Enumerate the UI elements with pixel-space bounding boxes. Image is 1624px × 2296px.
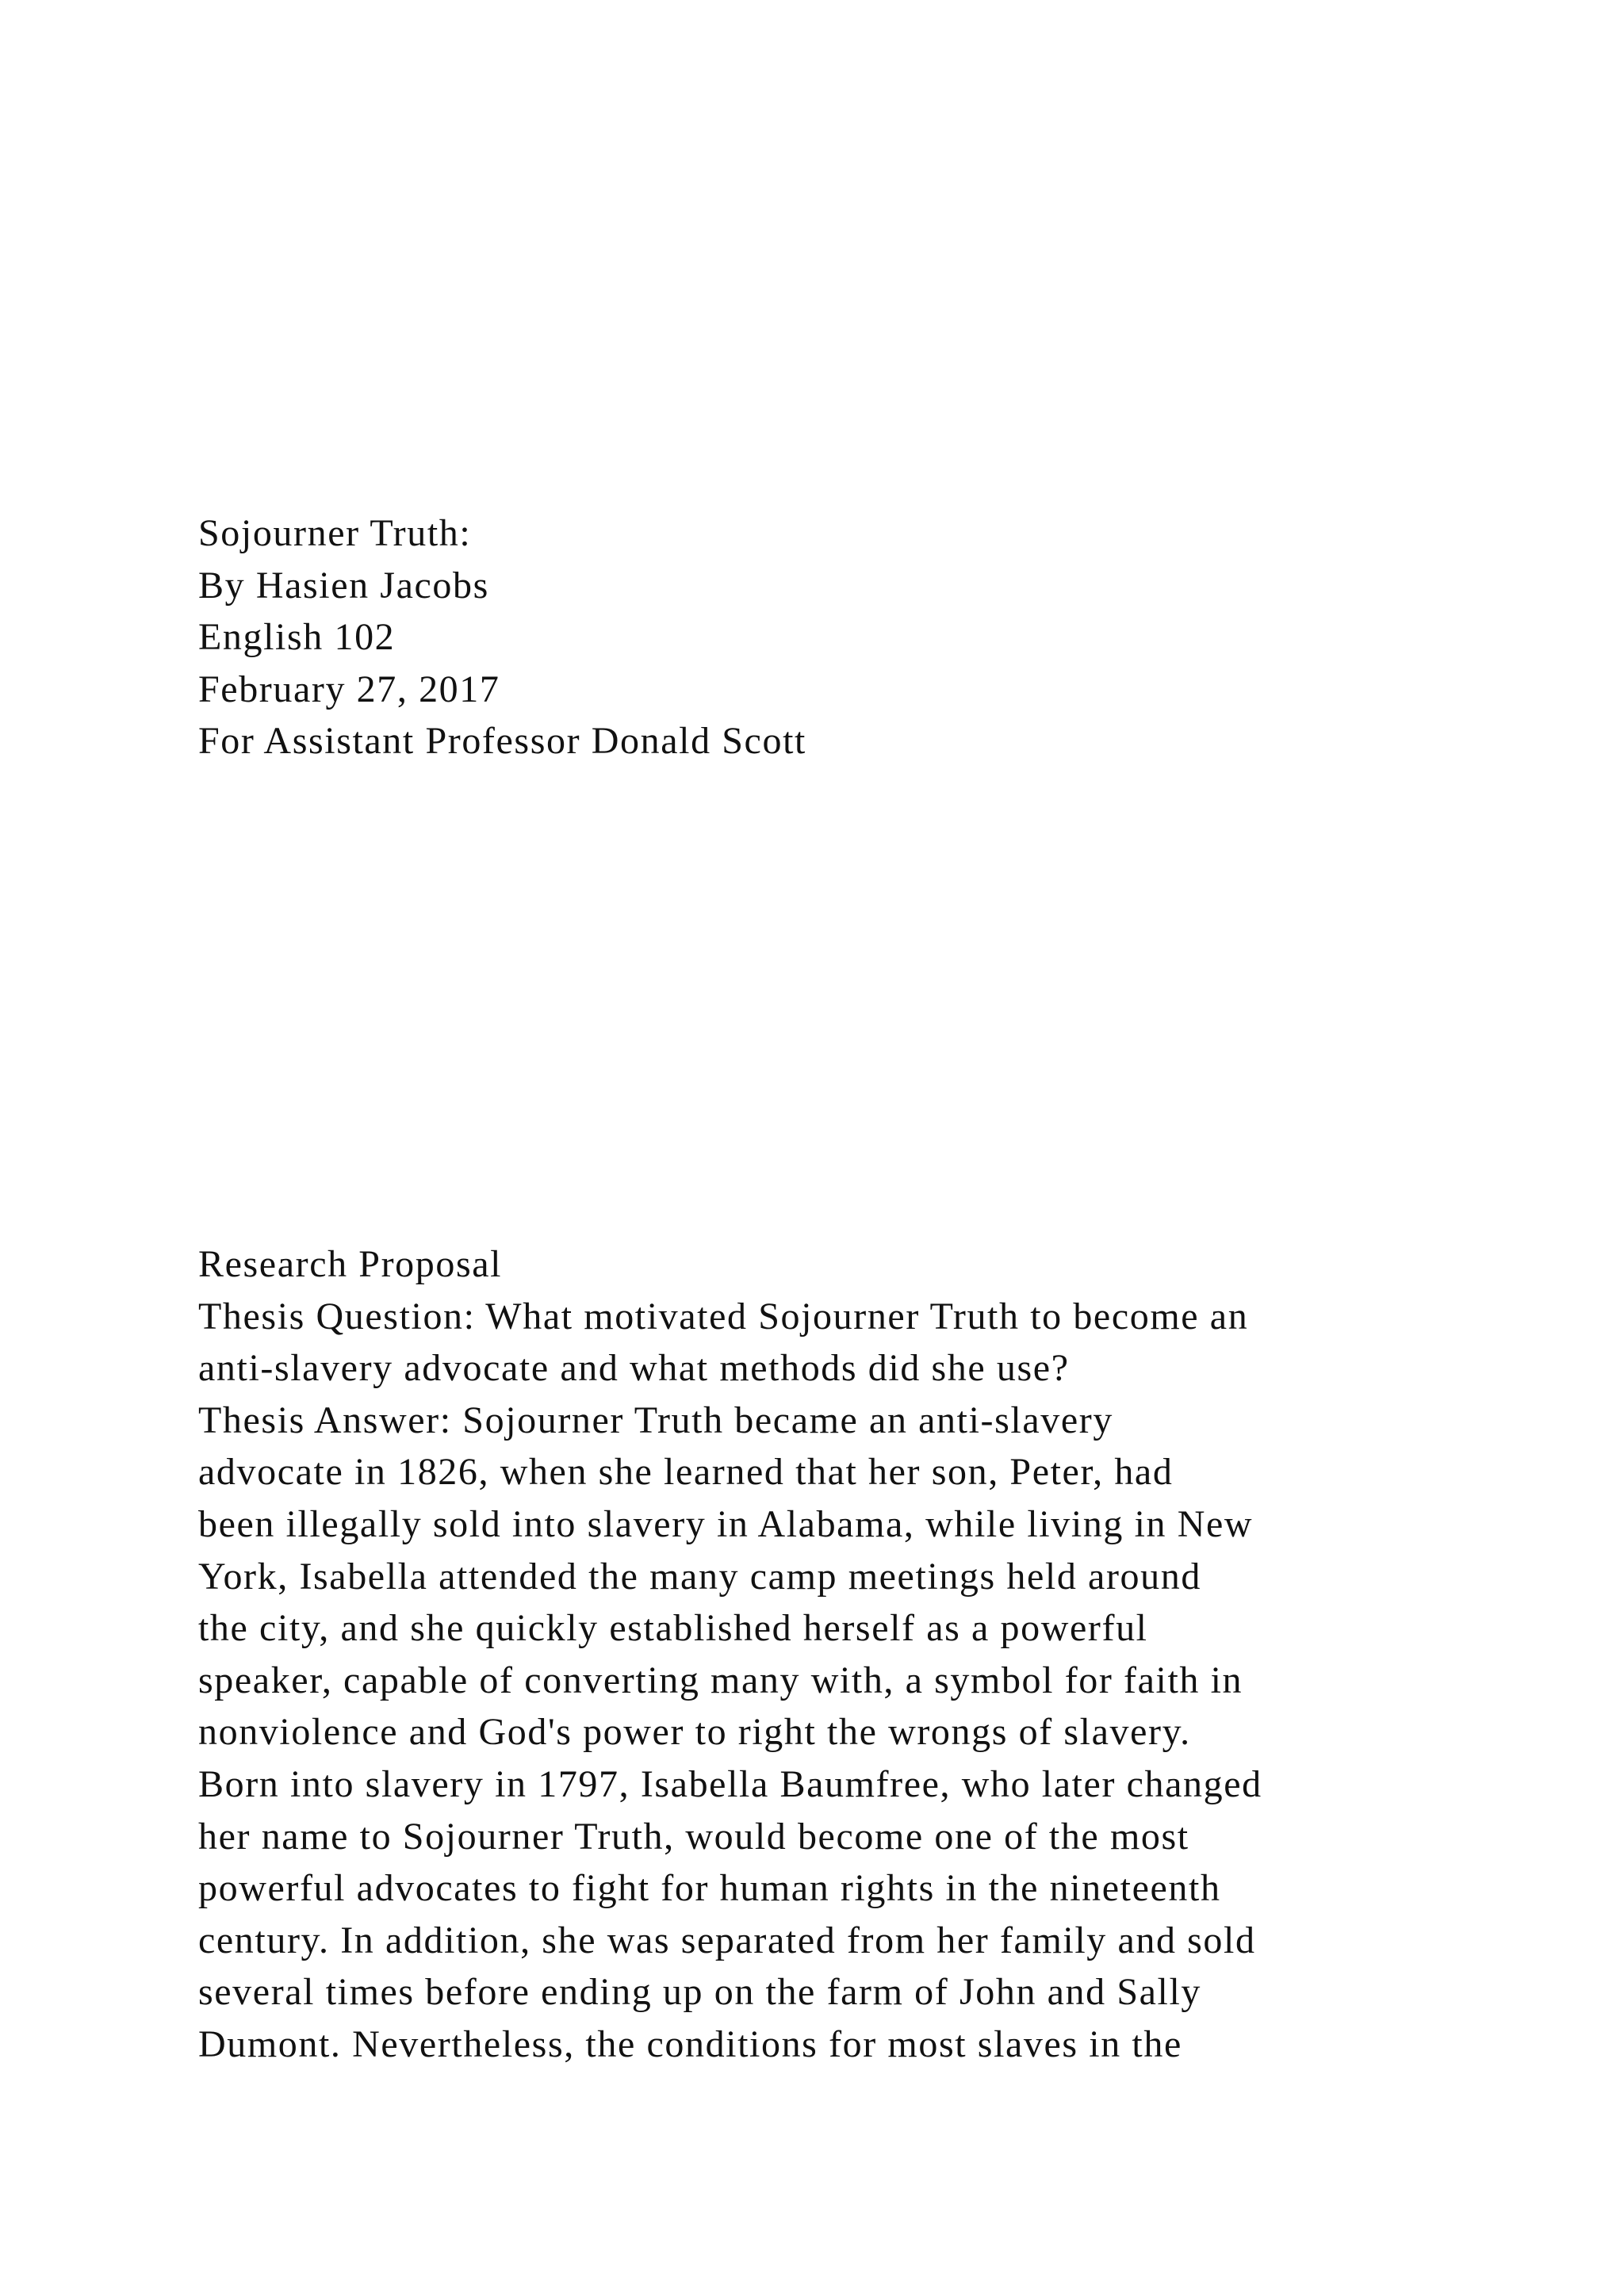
body-line: speaker, capable of converting many with, a symbol for faith in <box>198 1659 1243 1701</box>
date-line: February 27, 2017 <box>198 668 500 710</box>
body-line: the city, and she quickly established herself as a powerful <box>198 1607 1148 1650</box>
course-line: English 102 <box>198 616 396 659</box>
instructor-line: For Assistant Professor Donald Scott <box>198 720 806 763</box>
body-line: York, Isabella attended the many camp meetings held around <box>198 1555 1201 1598</box>
body-line: Dumont. Nevertheless, the conditions for most slaves in the <box>198 2022 1182 2065</box>
body-line: Thesis Question: What motivated Sojourner Truth to become an <box>198 1295 1249 1337</box>
author-line: By Hasien Jacobs <box>198 564 489 607</box>
body-line: Born into slavery in 1797, Isabella Baumfree, who later changed <box>198 1762 1262 1805</box>
body-line: century. In addition, she was separated from her family and sold <box>198 1919 1256 1961</box>
section-heading: Research Proposal <box>198 1243 503 1285</box>
body-line: her name to Sojourner Truth, would become one of the most <box>198 1815 1189 1858</box>
body-line: several times before ending up on the farm of John and Sally <box>198 1971 1202 2014</box>
document-title: Sojourner Truth: <box>198 512 472 554</box>
body-line: powerful advocates to fight for human rights in the nineteenth <box>198 1867 1221 1910</box>
body-line: Thesis Answer: Sojourner Truth became an anti-slavery <box>198 1399 1113 1441</box>
body-line: anti-slavery advocate and what methods did she use? <box>198 1347 1070 1390</box>
body-line: nonviolence and God's power to right the wrongs of slavery. <box>198 1711 1191 1754</box>
body-line: been illegally sold into slavery in Alabama, while living in New <box>198 1502 1254 1545</box>
body-line: advocate in 1826, when she learned that her son, Peter, had <box>198 1451 1174 1494</box>
title-block <box>198 507 1546 767</box>
proposal-section <box>198 1238 1546 2071</box>
